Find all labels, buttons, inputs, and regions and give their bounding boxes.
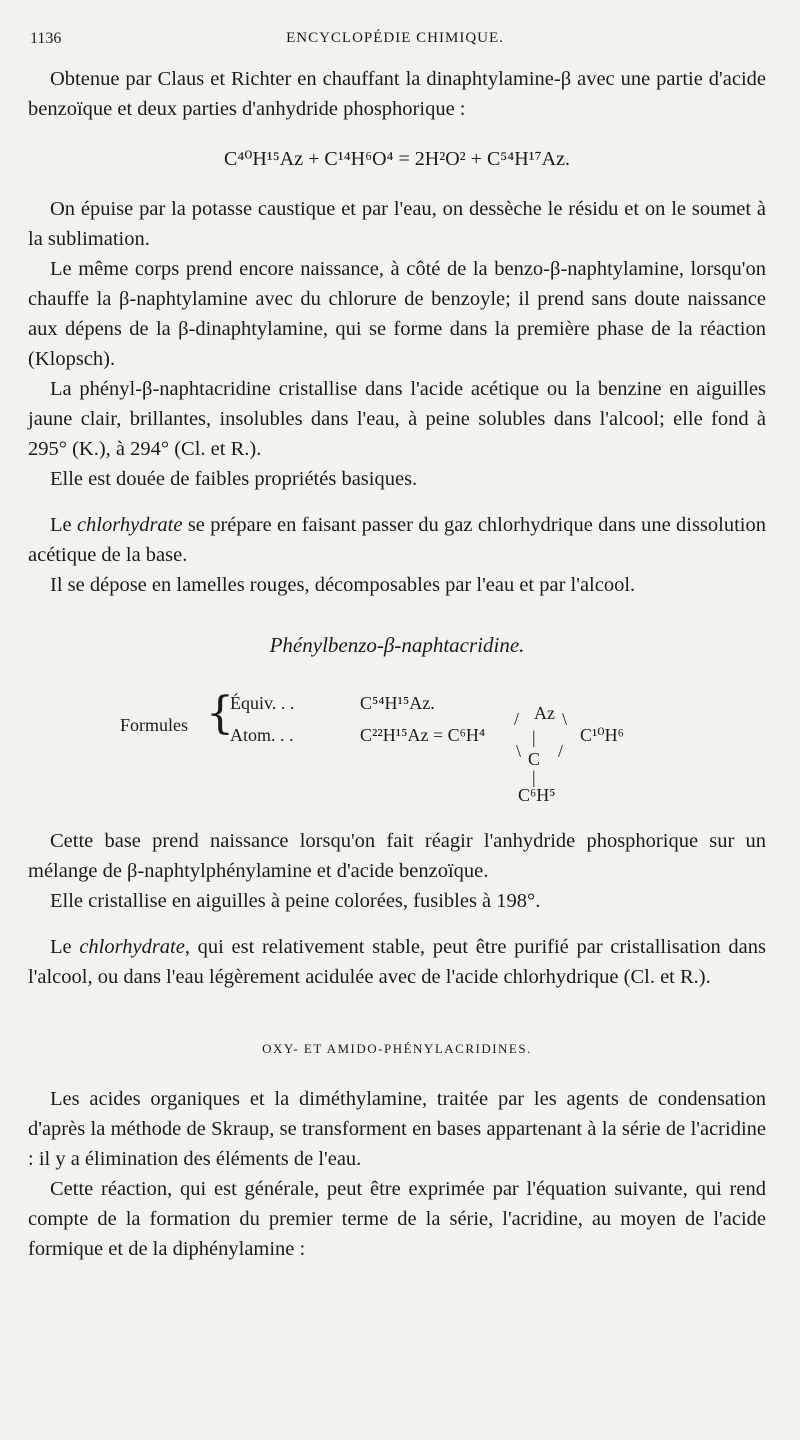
formula-block bbox=[28, 680, 766, 810]
formulas-label: Formules bbox=[120, 715, 189, 735]
paragraph-organic-acids: Les acides organiques et la diméthylamine, traitée par les agents de condensation d'après la méthode de Skraup, se transforment en bases appartenant à la série de l'acridine : il y a élimination des éléments de l'eau. bbox=[28, 1088, 766, 1170]
paragraph-chlorhydrate bbox=[28, 510, 766, 570]
paragraph-chlorhydrate-2 bbox=[28, 932, 766, 992]
running-title: ENCYCLOPÉDIE CHIMIQUE. bbox=[286, 30, 504, 46]
c-atom: C bbox=[528, 749, 541, 769]
az-atom: Az bbox=[534, 703, 555, 723]
equiv-formula: C⁵⁴H¹⁵Az. bbox=[360, 693, 435, 713]
page-body bbox=[28, 64, 766, 1264]
bond-line: / bbox=[558, 741, 564, 761]
paragraph-deposit: Il se dépose en lamelles rouges, décomposables par l'eau et par l'alcool. bbox=[50, 574, 636, 596]
atom-label: Atom. . . bbox=[230, 725, 294, 745]
paragraph-basic: Elle est douée de faibles propriétés basiques. bbox=[50, 468, 418, 490]
paragraph-reaction-general: Cette réaction, qui est générale, peut être exprimée par l'équation suivante, qui rend compte de la formation du premier terme de la série, l'acridine, au moyen de l'acide formique et de la diphénylamine : bbox=[28, 1178, 766, 1260]
compound-title: Phénylbenzo-β-naphtacridine. bbox=[269, 633, 525, 657]
text-fragment: Le bbox=[50, 514, 77, 536]
paragraph-properties: La phényl-β-naphtacridine cristallise dans l'acide acétique ou la benzine en aiguilles jaune clair, brillantes, insolubles dans l'eau, à peine solubles dans l'alcool; elle fond à 295° (K.), à 294° (Cl. et R.). bbox=[28, 378, 766, 460]
paragraph-claus-richter: Obtenue par Claus et Richter en chauffant la dinaphtylamine-β avec une partie d'acide benzoïque et deux parties d'anhydride phosphorique : bbox=[28, 68, 766, 120]
text-fragment: , qui est relativement stable, peut être purifié par cristallisation dans l'alcool, ou dans l'eau légèrement acidulée avec de l'acide chlorhydrique (Cl. et R.). bbox=[28, 936, 767, 988]
ring-formula: C¹⁰H⁶ bbox=[580, 725, 624, 745]
text-fragment: Le bbox=[50, 936, 80, 958]
bond-line: | bbox=[532, 727, 536, 747]
phenyl-group: C⁶H⁵ bbox=[518, 785, 556, 805]
paragraph-purification: On épuise par la potasse caustique et par l'eau, on dessèche le résidu et on le soumet à la sublimation. bbox=[28, 198, 766, 250]
paragraph-formation: Le même corps prend encore naissance, à côté de la benzo-β-naphtylamine, lorsqu'on chauffe la β-naphtylamine avec du chlorure de benzoyle; il prend sans doute naissance aux dépens de la β-dinaphtylamine, qui se forme dans la première phase de la réaction (Klopsch). bbox=[28, 258, 766, 370]
bond-line: / bbox=[514, 709, 520, 729]
paragraph-preparation: Cette base prend naissance lorsqu'on fait réagir l'anhydride phosphorique sur un mélange de β-naphtylphénylamine et d'acide benzoïque. bbox=[28, 830, 766, 882]
brace-glyph: { bbox=[206, 688, 234, 739]
equiv-label: Équiv. . . bbox=[230, 693, 295, 713]
term-chlorhydrate: chlorhydrate bbox=[76, 514, 183, 536]
bond-line: \ bbox=[516, 741, 522, 761]
bond-line: | bbox=[532, 767, 536, 787]
section-heading: OXY- ET AMIDO-PHÉNYLACRIDINES. bbox=[262, 1041, 532, 1056]
page-header bbox=[30, 30, 760, 58]
term-chlorhydrate: chlorhydrate bbox=[79, 936, 185, 958]
atom-formula: C²²H¹⁵Az = C⁶H⁴ bbox=[360, 725, 486, 745]
bond-line: \ bbox=[562, 709, 568, 729]
reaction-equation: C⁴⁰H¹⁵Az + C¹⁴H⁶O⁴ = 2H²O² + C⁵⁴H¹⁷Az. bbox=[224, 148, 570, 170]
page-number: 1136 bbox=[30, 30, 62, 47]
text-fragment: se prépare en faisant passer du gaz chlorhydrique dans une dissolution acétique de la base. bbox=[28, 514, 766, 566]
paragraph-crystals: Elle cristallise en aiguilles à peine colorées, fusibles à 198°. bbox=[50, 890, 541, 912]
